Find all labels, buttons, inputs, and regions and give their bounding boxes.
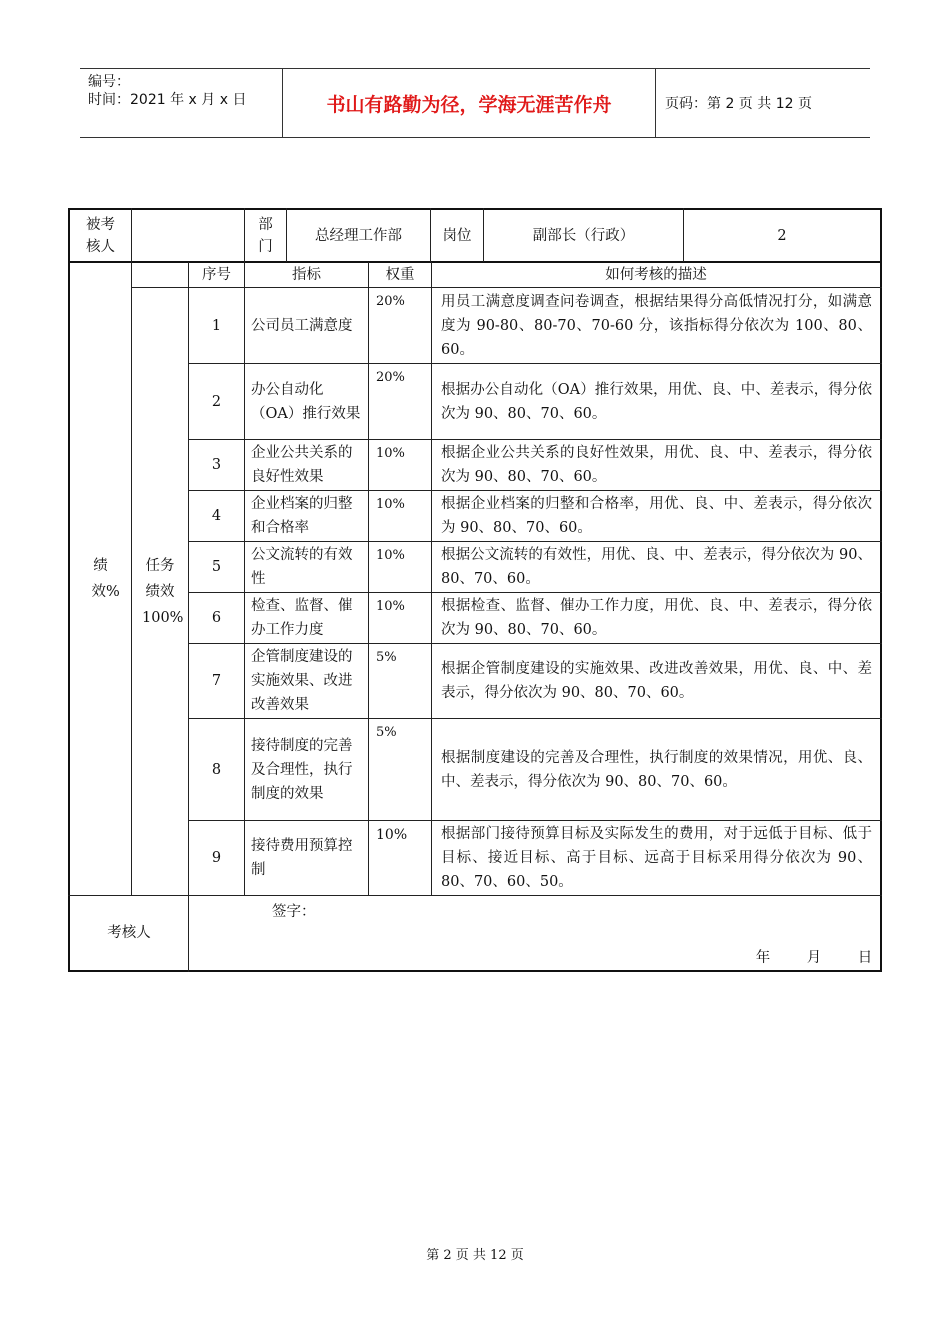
page-footer: 第 2 页 共 12 页 bbox=[426, 1248, 524, 1263]
col-weight-header: 权重 bbox=[385, 267, 415, 283]
row-description-text: 根据检查、监督、催办工作力度，用优、良、中、差表示，得分依次为 90、80、70、60。 bbox=[441, 598, 872, 638]
table-border bbox=[68, 970, 882, 972]
header-meta bbox=[88, 73, 246, 109]
row-indicator-text: 企业档案的归整和合格率 bbox=[251, 496, 353, 536]
row-indicator bbox=[251, 644, 363, 718]
task-performance-label: 任务绩效100% bbox=[142, 557, 184, 626]
row-description bbox=[432, 821, 880, 895]
row-indicator-text: 接待制度的完善及合理性，执行制度的效果 bbox=[251, 737, 353, 802]
row-seq: 7 bbox=[211, 673, 222, 689]
row-seq: 4 bbox=[211, 508, 222, 524]
date-year-label: 年 bbox=[755, 950, 771, 966]
col-indicator-header: 指标 bbox=[292, 267, 321, 283]
row-weight: 5% bbox=[376, 725, 397, 740]
extra-value: 2 bbox=[777, 227, 787, 244]
header-page-number: 页码：第 2 页 共 12 页 bbox=[665, 96, 812, 112]
row-indicator-text: 公司员工满意度 bbox=[251, 317, 353, 334]
date-day-label: 日 bbox=[857, 950, 873, 966]
row-weight: 20% bbox=[376, 294, 405, 309]
row-indicator bbox=[251, 288, 363, 363]
examinee-value bbox=[132, 210, 244, 261]
row-indicator bbox=[251, 364, 363, 439]
sign-label: 签字： bbox=[272, 904, 316, 920]
row-description bbox=[432, 440, 880, 490]
post-value: 副部长（行政） bbox=[532, 227, 635, 244]
page-header bbox=[80, 68, 870, 138]
row-weight: 10% bbox=[376, 599, 405, 614]
table-border bbox=[880, 208, 882, 972]
assessor-label: 考核人 bbox=[107, 925, 151, 941]
col-desc-header: 如何考核的描述 bbox=[605, 267, 707, 283]
row-indicator-text: 检查、监督、催办工作力度 bbox=[251, 598, 353, 638]
performance-label: 绩效% bbox=[91, 558, 120, 600]
doc-date-label: 时间：2021 年 x 月 x 日 bbox=[88, 92, 247, 108]
row-indicator bbox=[251, 719, 363, 820]
row-weight: 10% bbox=[376, 497, 405, 512]
row-description bbox=[432, 644, 880, 718]
row-weight: 10% bbox=[376, 548, 405, 563]
row-description-text: 根据办公自动化（OA）推行效果，用优、良、中、差表示，得分依次为 90、80、70、60。 bbox=[441, 381, 872, 422]
performance-label-cell bbox=[70, 263, 131, 895]
row-description-text: 用员工满意度调查问卷调查，根据结果得分高低情况打分，如满意度为 90-80、80-70、70-60 分，该指标得分依次为 100、80、60。 bbox=[441, 293, 872, 358]
row-indicator bbox=[251, 440, 363, 490]
examinee-label: 被考核人 bbox=[86, 216, 115, 255]
assessment-table bbox=[68, 208, 882, 972]
header-divider bbox=[655, 69, 656, 137]
row-description-text: 根据企业档案的归整和合格率，用优、良、中、差表示，得分依次为 90、80、70、60。 bbox=[441, 496, 872, 536]
row-seq: 8 bbox=[211, 761, 222, 778]
date-month-label: 月 bbox=[806, 950, 822, 966]
dept-value: 总经理工作部 bbox=[315, 227, 402, 244]
row-indicator bbox=[251, 542, 363, 592]
row-seq: 1 bbox=[211, 317, 222, 334]
row-indicator bbox=[251, 821, 363, 895]
row-seq: 6 bbox=[211, 610, 222, 626]
row-weight: 10% bbox=[376, 446, 405, 461]
doc-number-label: 编号： bbox=[88, 74, 130, 90]
col-seq-header: 序号 bbox=[202, 267, 231, 283]
table-line bbox=[244, 262, 245, 896]
row-description bbox=[432, 288, 880, 363]
header-motto: 书山有路勤为径，学海无涯苦作舟 bbox=[326, 93, 612, 116]
row-indicator-text: 企业公共关系的良好性效果 bbox=[251, 445, 353, 485]
row-indicator-text: 企管制度建设的实施效果、改进改善效果 bbox=[251, 649, 353, 713]
row-weight: 10% bbox=[376, 827, 408, 843]
table-line bbox=[68, 895, 882, 896]
row-indicator-text: 公文流转的有效性 bbox=[251, 547, 353, 587]
row-description bbox=[432, 364, 880, 439]
row-indicator bbox=[251, 593, 363, 643]
row-seq: 3 bbox=[211, 457, 222, 473]
table-line bbox=[368, 262, 369, 896]
dept-label-cell bbox=[245, 210, 286, 261]
examinee-label-cell bbox=[70, 210, 131, 261]
row-description-text: 根据制度建设的完善及合理性，执行制度的效果情况，用优、良、中、差表示，得分依次为 90、80、70、60。 bbox=[441, 749, 872, 790]
row-description-text: 根据部门接待预算目标及实际发生的费用，对于远低于目标、低于目标、接近目标、高于目标、远高于目标采用得分依次为 90、80、70、60、50。 bbox=[441, 826, 872, 890]
row-description bbox=[432, 542, 880, 592]
row-weight: 5% bbox=[376, 650, 397, 665]
row-description-text: 根据公文流转的有效性，用优、良、中、差表示，得分依次为 90、80、70、60。 bbox=[441, 547, 872, 587]
row-description-text: 根据企业公共关系的良好性效果，用优、良、中、差表示，得分依次为 90、80、70、60。 bbox=[441, 445, 872, 485]
row-description bbox=[432, 593, 880, 643]
post-label: 岗位 bbox=[442, 227, 472, 244]
row-description-text: 根据企管制度建设的实施效果、改进改善效果，用优、良、中、差表示，得分依次为 90、80、70、60。 bbox=[441, 661, 872, 701]
row-description bbox=[432, 719, 880, 820]
row-indicator bbox=[251, 491, 363, 541]
dept-label: 部门 bbox=[258, 216, 273, 255]
row-seq: 9 bbox=[211, 850, 222, 866]
row-indicator-text: 接待费用预算控制 bbox=[251, 838, 353, 878]
row-seq: 5 bbox=[211, 559, 222, 575]
row-indicator-text: 办公自动化（OA）推行效果 bbox=[251, 381, 361, 422]
row-seq: 2 bbox=[211, 393, 222, 410]
row-description bbox=[432, 491, 880, 541]
task-performance-cell bbox=[132, 288, 188, 895]
row-weight: 20% bbox=[376, 370, 405, 385]
